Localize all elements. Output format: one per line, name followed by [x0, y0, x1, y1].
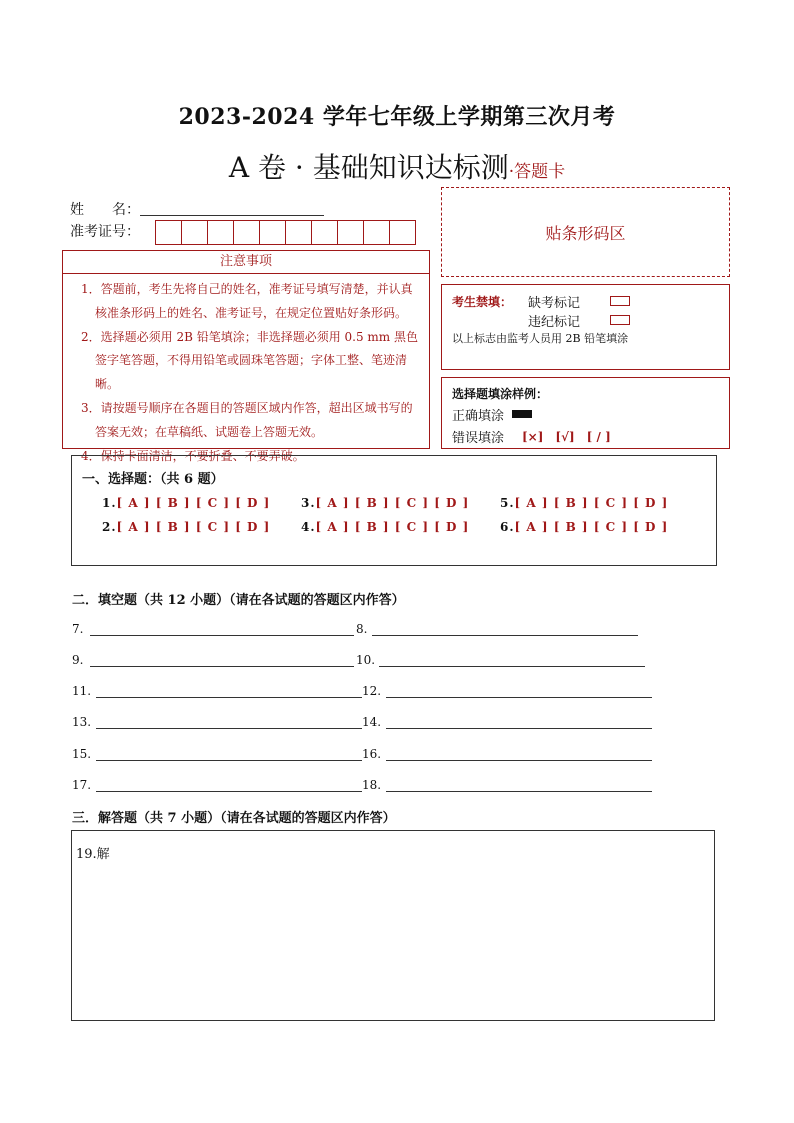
wrong-fill-marks: [×] [√] [ / ] — [522, 430, 611, 444]
choice-q3[interactable] — [301, 496, 469, 510]
barcode-label: 贴条形码区 — [545, 223, 626, 243]
notice-item: 1．答题前，考生先将自己的姓名，准考证号填写清楚，并认真核准条形码上的姓名、准考证号，在规定位置贴好条形码。 — [81, 282, 413, 320]
fill-answer-line[interactable] — [372, 634, 638, 636]
id-digit-box[interactable] — [311, 220, 338, 245]
wrong-fill-label: 错误填涂 — [452, 431, 505, 446]
fill-num: 16. — [362, 747, 382, 761]
notice-item: 2．选择题必须用 2B 铅笔填涂；非选择题必须用 0.5 mm 黑色签字笔答题，不得用铅笔或圆珠笔答题；字体工整、笔迹清晰。 — [81, 329, 419, 392]
fill-num: 9. — [72, 653, 84, 667]
q-number: 2. — [102, 520, 117, 534]
q-number: 3. — [301, 496, 316, 510]
question-19-label: 19.解 — [76, 847, 110, 862]
q-number: 1. — [102, 496, 117, 510]
notice-box — [62, 273, 430, 463]
fill-answer-line[interactable] — [386, 727, 652, 729]
prohibited-label: 考生禁填： — [452, 295, 513, 309]
fill-answer-line[interactable] — [96, 759, 362, 761]
q-options[interactable]: [ A ] [ B ] [ C ] [ D ] — [315, 520, 470, 534]
q-number: 5. — [500, 496, 515, 510]
exam-subtitle — [0, 146, 794, 186]
subtitle-main: A 卷 · 基础知识达标测 — [228, 151, 509, 184]
fill-num: 15. — [72, 747, 92, 761]
fill-answer-line[interactable] — [386, 790, 652, 792]
choice-q2[interactable] — [102, 520, 270, 534]
choice-q1[interactable] — [102, 496, 270, 510]
fill-answer-line[interactable] — [96, 696, 362, 698]
fill-num: 10. — [356, 653, 376, 667]
fill-num: 17. — [72, 778, 92, 792]
fill-num: 13. — [72, 715, 92, 729]
id-digit-box[interactable] — [389, 220, 416, 245]
id-digit-box[interactable] — [233, 220, 260, 245]
prohibited-box — [441, 284, 730, 370]
id-digit-box[interactable] — [285, 220, 312, 245]
choice-q5[interactable] — [500, 496, 668, 510]
choice-q4[interactable] — [301, 520, 469, 534]
id-digit-box[interactable] — [155, 220, 182, 245]
fill-answer-line[interactable] — [379, 665, 645, 667]
fill-num: 11. — [72, 684, 92, 698]
q-options[interactable]: [ A ] [ B ] [ C ] [ D ] — [116, 520, 271, 534]
q-options[interactable]: [ A ] [ B ] [ C ] [ D ] — [514, 520, 669, 534]
fill-num: 8. — [356, 622, 368, 636]
fill-num: 7. — [72, 622, 84, 636]
name-label: 姓 名： — [70, 202, 140, 218]
solve-title: 三．解答题（共 7 小题）（请在各试题的答题区内作答） — [72, 811, 396, 826]
notice-title: 注意事项 — [62, 250, 430, 274]
id-digit-box[interactable] — [181, 220, 208, 245]
q-options[interactable]: [ A ] [ B ] [ C ] [ D ] — [514, 496, 669, 510]
exam-id-boxes[interactable] — [155, 220, 415, 245]
sample-title: 选择题填涂样例： — [452, 387, 549, 401]
q-options[interactable]: [ A ] [ B ] [ C ] [ D ] — [116, 496, 271, 510]
notice-item: 3．请按题号顺序在各题目的答题区域内作答，超出区域书写的答案无效；在草稿纸、试题卷上答题无效。 — [81, 400, 413, 439]
fill-answer-line[interactable] — [386, 696, 652, 698]
fill-num: 18. — [362, 778, 382, 792]
exam-id-label: 准考证号： — [70, 224, 140, 240]
fill-title: 二．填空题（共 12 小题）（请在各试题的答题区内作答） — [72, 593, 405, 608]
q-number: 6. — [500, 520, 515, 534]
id-digit-box[interactable] — [337, 220, 364, 245]
fill-num: 12. — [362, 684, 382, 698]
id-digit-box[interactable] — [363, 220, 390, 245]
fill-sample-box — [441, 377, 730, 449]
q-number: 4. — [301, 520, 316, 534]
fill-answer-line[interactable] — [90, 665, 354, 667]
q-options[interactable]: [ A ] [ B ] [ C ] [ D ] — [315, 496, 470, 510]
violation-label: 违纪标记 — [528, 315, 581, 330]
correct-fill-mark — [512, 410, 532, 418]
fill-answer-line[interactable] — [386, 759, 652, 761]
subtitle-answer-card: ·答题卡 — [508, 162, 566, 182]
fill-answer-line[interactable] — [96, 790, 362, 792]
correct-fill-label: 正确填涂 — [452, 409, 505, 424]
fill-num: 14. — [362, 715, 382, 729]
choice-section — [71, 455, 717, 566]
name-field[interactable] — [140, 214, 324, 216]
answer-area-19[interactable] — [71, 830, 715, 1021]
absent-label: 缺考标记 — [528, 296, 581, 311]
fill-answer-line[interactable] — [90, 634, 354, 636]
notice-item: 4．保持卡面清洁，不要折叠、不要弄破。 — [81, 448, 305, 463]
violation-mark-box[interactable] — [610, 315, 630, 325]
prohibited-note: 以上标志由监考人员用 2B 铅笔填涂 — [452, 332, 629, 345]
id-digit-box[interactable] — [207, 220, 234, 245]
barcode-area — [441, 187, 730, 277]
id-digit-box[interactable] — [259, 220, 286, 245]
exam-title: 2023-2024 学年七年级上学期第三次月考 — [178, 104, 616, 130]
choice-title: 一、选择题：（共 6 题） — [82, 472, 224, 487]
choice-q6[interactable] — [500, 520, 668, 534]
fill-answer-line[interactable] — [96, 727, 362, 729]
absent-mark-box[interactable] — [610, 296, 630, 306]
